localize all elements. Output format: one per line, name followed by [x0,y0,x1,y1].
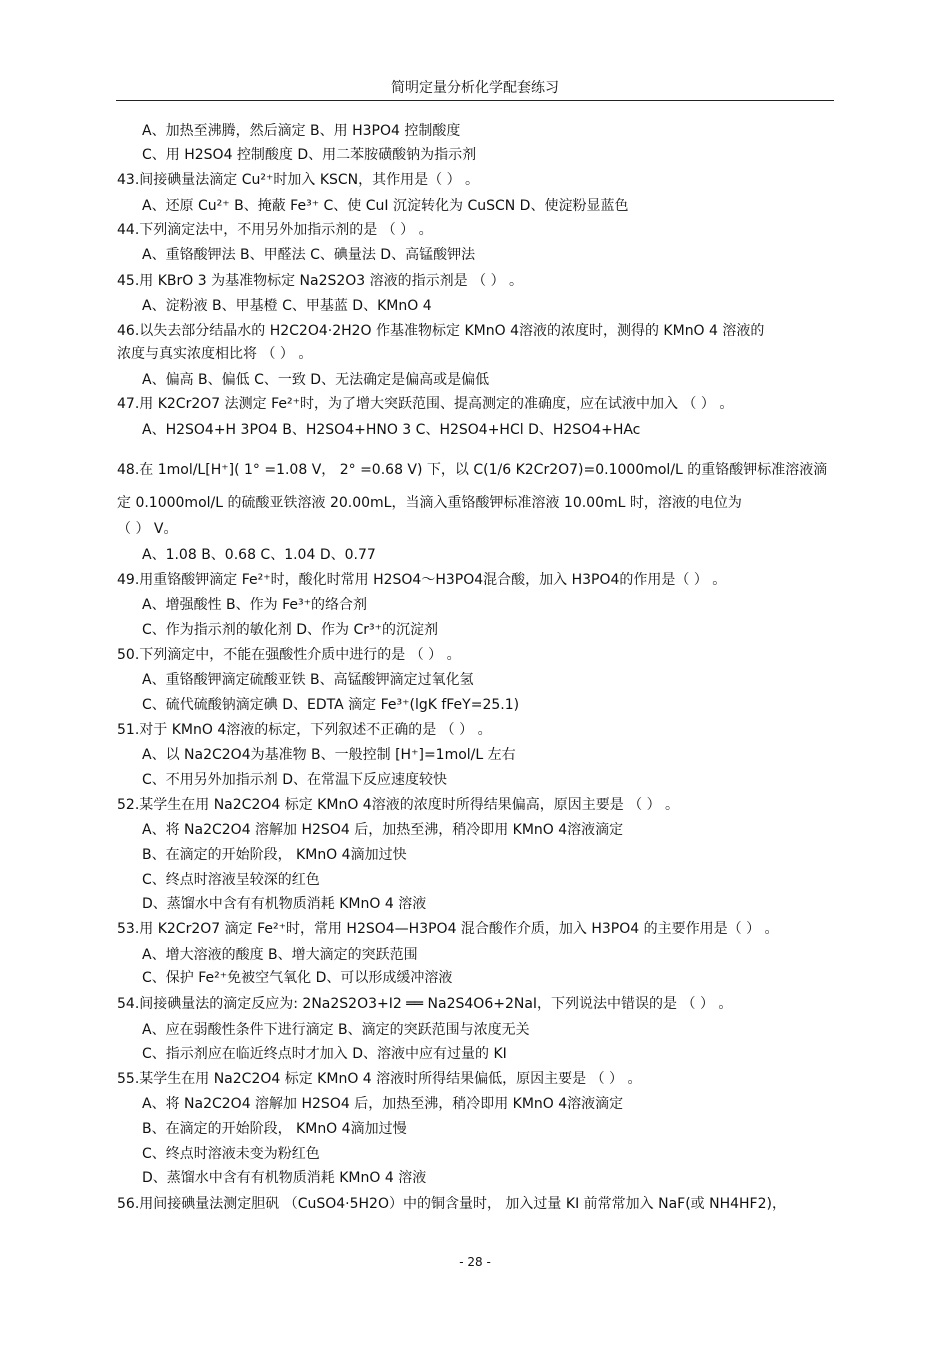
option-line: D、蒸馏水中含有有机物质消耗 KMnO 4 溶液 [142,896,427,912]
option-line: A、1.08 B、0.68 C、1.04 D、0.77 [142,547,376,563]
option-line: A、加热至沸腾，然后滴定 B、用 H3PO4 控制酸度 [142,123,461,139]
header-rule [116,100,834,101]
option-line: A、将 Na2C2O4 溶解加 H2SO4 后，加热至沸，稍冷即用 KMnO 4溶液滴定 [142,1096,624,1112]
question-line: 56.用间接碘量法测定胆矾 （CuSO4·5H2O）中的铜含量时， 加入过量 KI 前常常加入 NaF(或 NH4HF2)， [117,1196,786,1212]
question-line: （ ） V。 [117,521,178,537]
question-line: 48.在 1mol/L[H⁺]( 1° =1.08 V， 2° =0.68 V) 下，以 C(1/6 K2Cr2O7)=0.1000mol/L 的重铬酸钾标准溶液滴 [117,462,828,478]
option-line: A、淀粉液 B、甲基橙 C、甲基蓝 D、KMnO 4 [142,298,432,314]
question-line: 53.用 K2Cr2O7 滴定 Fe²⁺时，常用 H2SO4—H3PO4 混合酸作介质，加入 H3PO4 的主要作用是（ ） 。 [117,921,779,937]
option-line: A、还原 Cu²⁺ B、掩蔽 Fe³⁺ C、使 CuI 沉淀转化为 CuSCN D、使淀粉显蓝色 [142,198,629,214]
option-line: A、偏高 B、偏低 C、一致 D、无法确定是偏高或是偏低 [142,372,490,388]
page-header: 简明定量分析化学配套练习 [391,80,559,96]
option-line: A、增大溶液的酸度 B、增大滴定的突跃范围 [142,947,418,963]
question-line: 浓度与真实浓度相比将 （ ） 。 [117,346,313,362]
question-line: 定 0.1000mol/L 的硫酸亚铁溶液 20.00mL，当滴入重铬酸钾标准溶液 10.00mL 时，溶液的电位为 [117,495,742,511]
option-line: A、应在弱酸性条件下进行滴定 B、滴定的突跃范围与浓度无关 [142,1022,530,1038]
option-line: A、以 Na2C2O4为基准物 B、一般控制 [H⁺]=1mol/L 左右 [142,747,516,763]
option-line: A、H2SO4+H 3PO4 B、H2SO4+HNO 3 C、H2SO4+HCl D、H2SO4+HAc [142,422,641,438]
question-line: 47.用 K2Cr2O7 法测定 Fe²⁺时，为了增大突跃范围、提高测定的准确度，应在试液中加入 （ ） 。 [117,396,734,412]
option-line: A、重铬酸钾法 B、甲醛法 C、碘量法 D、高锰酸钾法 [142,247,476,263]
question-line: 45.用 KBrO 3 为基准物标定 Na2S2O3 溶液的指示剂是 （ ） 。 [117,273,524,289]
option-line: C、终点时溶液呈较深的红色 [142,872,320,888]
option-line: A、将 Na2C2O4 溶解加 H2SO4 后，加热至沸，稍冷即用 KMnO 4溶液滴定 [142,822,624,838]
option-line: C、不用另外加指示剂 D、在常温下反应速度较快 [142,772,448,788]
option-line: C、作为指示剂的敏化剂 D、作为 Cr³⁺的沉淀剂 [142,622,438,638]
option-line: C、保护 Fe²⁺免被空气氧化 D、可以形成缓冲溶液 [142,970,453,986]
option-line: C、指示剂应在临近终点时才加入 D、溶液中应有过量的 KI [142,1046,507,1062]
option-line: B、在滴定的开始阶段， KMnO 4滴加过快 [142,847,407,863]
question-line: 54.间接碘量法的滴定反应为: 2Na2S2O3+I2 ══ Na2S4O6+2NaI，下列说法中错误的是 （ ） 。 [117,996,733,1012]
question-line: 46.以失去部分结晶水的 H2C2O4·2H2O 作基准物标定 KMnO 4溶液的浓度时，测得的 KMnO 4 溶液的 [117,323,765,339]
question-line: 52.某学生在用 Na2C2O4 标定 KMnO 4溶液的浓度时所得结果偏高，原因主要是 （ ） 。 [117,797,680,813]
option-line: C、终点时溶液未变为粉红色 [142,1146,320,1162]
question-line: 50.下列滴定中，不能在强酸性介质中进行的是 （ ） 。 [117,647,461,663]
option-line: B、在滴定的开始阶段， KMnO 4滴加过慢 [142,1121,407,1137]
option-line: A、重铬酸钾滴定硫酸亚铁 B、高锰酸钾滴定过氧化氢 [142,672,474,688]
question-line: 51.对于 KMnO 4溶液的标定，下列叙述不正确的是 （ ） 。 [117,722,492,738]
option-line: C、用 H2SO4 控制酸度 D、用二苯胺磺酸钠为指示剂 [142,147,477,163]
question-line: 55.某学生在用 Na2C2O4 标定 KMnO 4 溶液时所得结果偏低，原因主要是 （ ） 。 [117,1071,642,1087]
question-line: 49.用重铬酸钾滴定 Fe²⁺时，酸化时常用 H2SO4～H3PO4混合酸，加入 H3PO4的作用是（ ） 。 [117,572,727,588]
question-line: 44.下列滴定法中，不用另外加指示剂的是 （ ） 。 [117,222,433,238]
page-number: - 28 - [459,1255,491,1269]
option-line: D、蒸馏水中含有有机物质消耗 KMnO 4 溶液 [142,1170,427,1186]
question-line: 43.间接碘量法滴定 Cu²⁺时加入 KSCN，其作用是（ ） 。 [117,172,480,188]
option-line: A、增强酸性 B、作为 Fe³⁺的络合剂 [142,597,367,613]
option-line: C、硫代硫酸钠滴定碘 D、EDTA 滴定 Fe³⁺(lgK fFeY=25.1) [142,697,520,713]
